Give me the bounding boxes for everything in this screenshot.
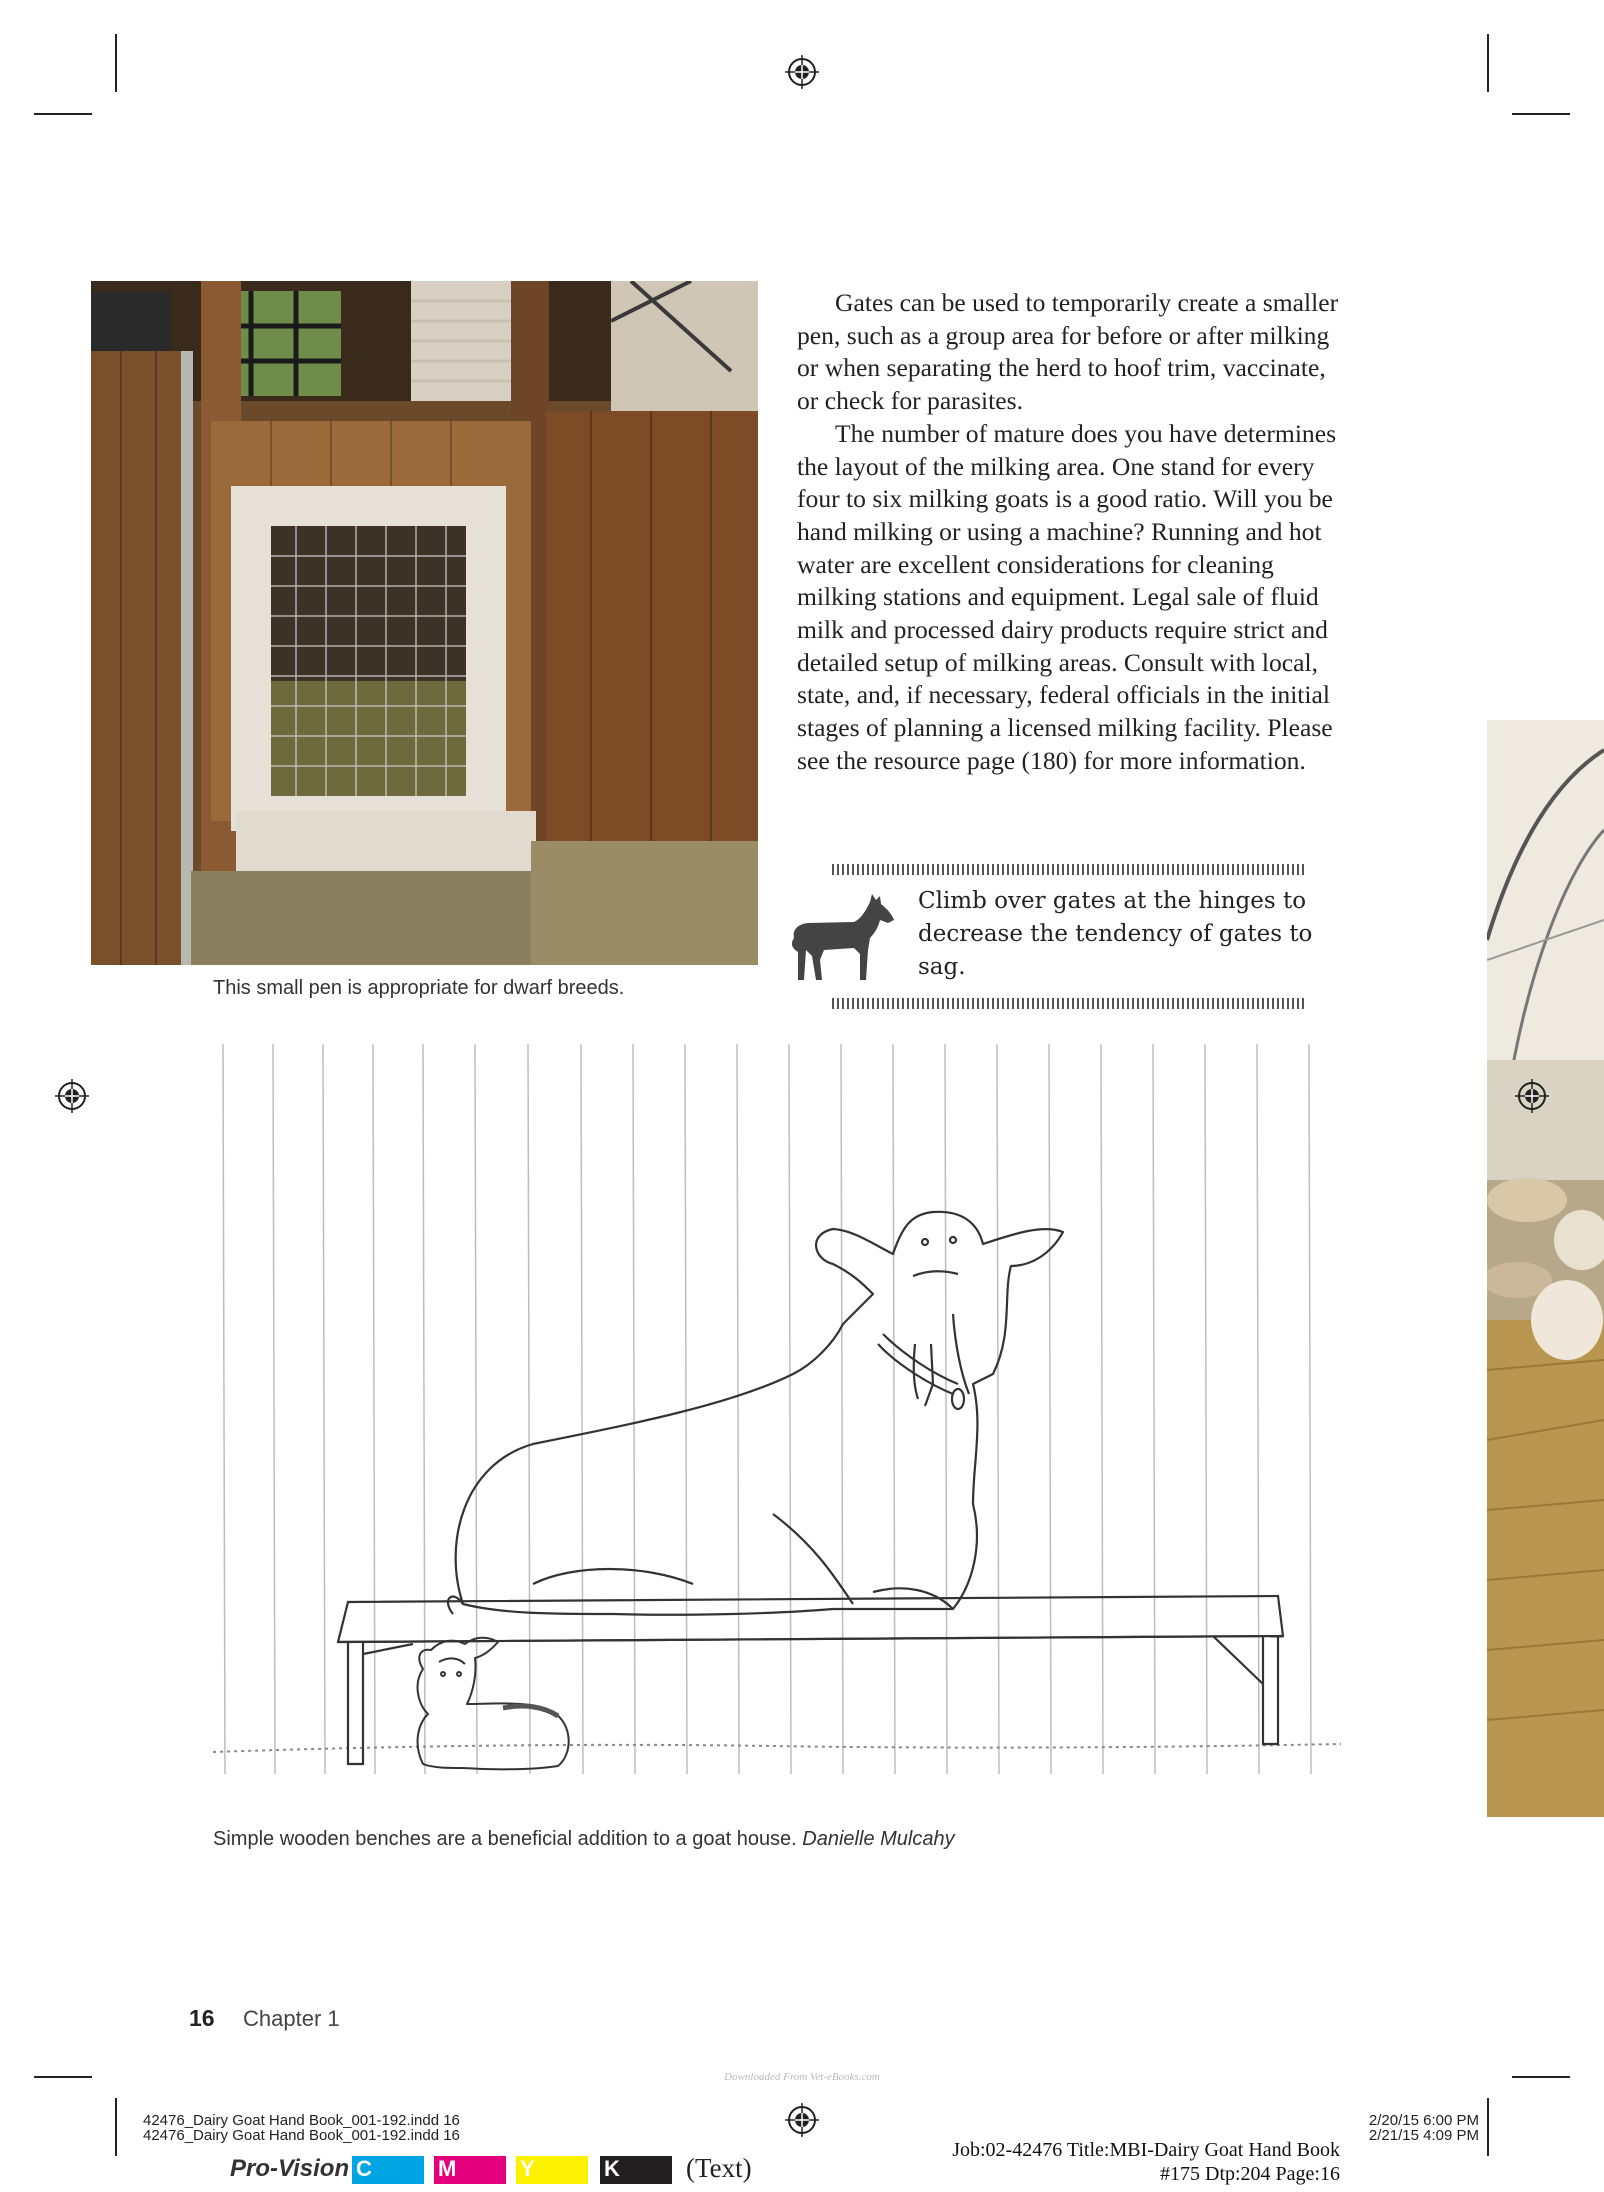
body-paragraph: The number of mature does you have determines the layout of the milking area. One stand for every four to six milking goats is a good ratio. Will you be hand milking or using a machine? Running and hot water are excellent considerations for cleaning milking stations and equipment. Legal sale of fluid milk and processed dairy products require strict and detailed setup of milking areas. Consult with local, state, and, if necessary, federal officials in the initial stages of planning a licensed milking facility. Please see the resource page (180) for more information. [797,418,1337,775]
goat-silhouette-icon [784,890,900,985]
color-bar-yellow [516,2156,588,2184]
greenhouse-barn-photo [1487,720,1604,1817]
bench-goat-illustration [213,1044,1341,1819]
slug-date-line: 2/20/15 6:00 PM [1368,2112,1479,2129]
tip-border-bottom [832,998,1306,1009]
slug-date-line: 2/21/15 4:09 PM [1368,2127,1479,2144]
color-bar-label: K [604,2156,620,2181]
watermark: Downloaded From Vet-eBooks.com [724,2071,880,2083]
slug-file-line: 42476_Dairy Goat Hand Book_001-192.indd 16 [143,2112,460,2129]
chapter-label: Chapter 1 [243,2006,340,2031]
crop-mark [1487,2098,1489,2156]
color-bar-label: M [438,2156,457,2181]
drawing-caption [213,1828,955,1851]
color-bar-cyan [352,2156,424,2184]
crop-mark [34,113,92,115]
crop-mark [1487,34,1489,92]
text-plate-tag: (Text) [686,2153,752,2183]
registration-mark-icon [1515,1079,1549,1113]
crop-mark [1512,113,1570,115]
registration-mark-icon [55,1079,89,1113]
body-text [797,287,1342,778]
crop-mark [115,2098,117,2156]
registration-mark-icon [785,2103,819,2137]
tip-border-top [832,864,1306,875]
slug-job-line: #175 Dtp:204 Page:16 [1160,2163,1340,2185]
photo-caption: This small pen is appropriate for dwarf breeds. [213,977,625,999]
color-bar-black [600,2156,672,2184]
crop-mark [115,34,117,92]
drawing-caption-credit: Danielle Mulcahy [802,1828,955,1850]
drawing-caption-text: Simple wooden benches are a beneficial addition to a goat house. [213,1828,803,1850]
provision-logo: Pro-Vision [230,2155,350,2182]
color-bar-label: Y [520,2156,535,2181]
pen-photo [91,281,758,965]
color-bar-label: C [356,2156,372,2181]
page-number: 16 [189,2005,215,2031]
slug-job-line: Job:02-42476 Title:MBI-Dairy Goat Hand Book [952,2139,1340,2161]
registration-mark-icon [785,55,819,89]
tip-text: Climb over gates at the hinges to decrease the tendency of gates to sag. [918,888,1313,980]
slug-file-line: 42476_Dairy Goat Hand Book_001-192.indd 16 [143,2127,460,2144]
color-bar-magenta [434,2156,506,2184]
body-paragraph: Gates can be used to temporarily create a smaller pen, such as a group area for before or after milking or when separating the herd to hoof trim, vaccinate, or check for parasites. [797,288,1339,416]
